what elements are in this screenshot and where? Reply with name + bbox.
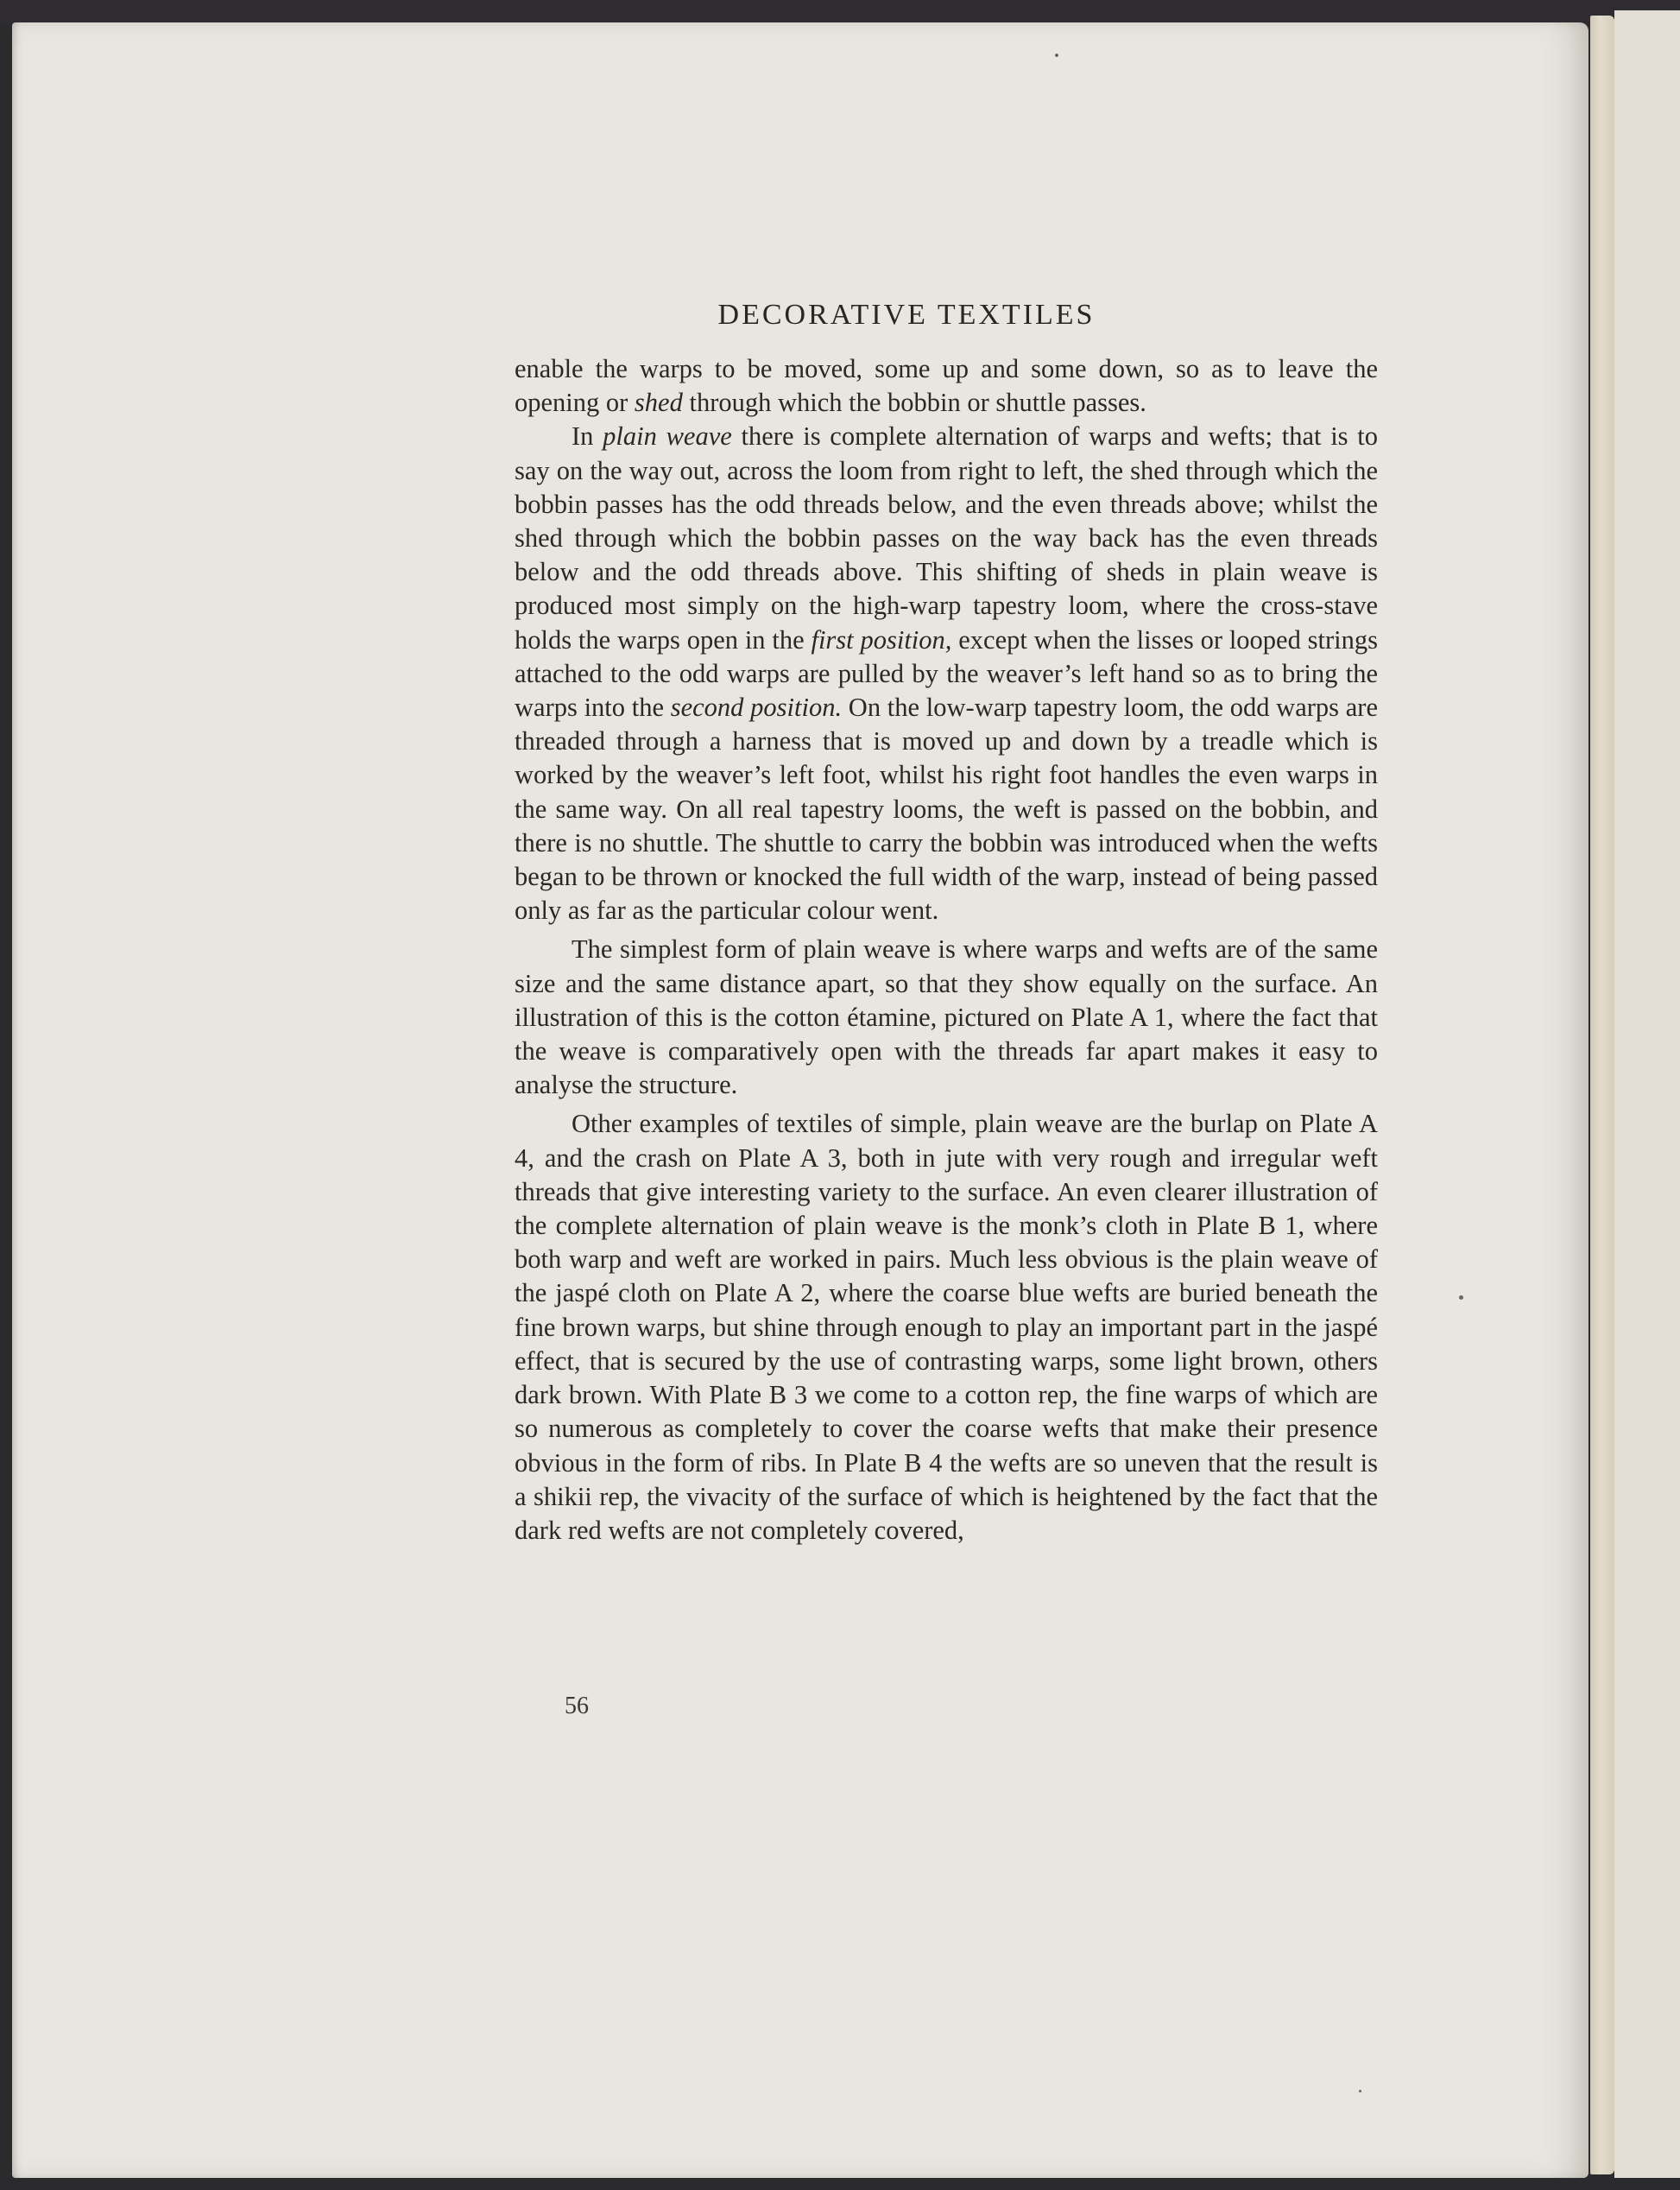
paragraph — [515, 933, 1378, 1102]
paragraph — [515, 1107, 1378, 1548]
text-run: In — [572, 421, 603, 452]
italic-term: second position. — [670, 693, 843, 723]
running-head: DECORATIVE TEXTILES — [717, 299, 1096, 331]
paragraph — [515, 352, 1378, 420]
italic-term: shed — [634, 388, 683, 418]
body-text — [515, 352, 1378, 1548]
page-number: 56 — [565, 1693, 589, 1719]
text-run: enable the warps to be moved, some up and some down, so as to leave the opening or — [515, 354, 1378, 418]
text-run: The simplest form of plain weave is where warps and wefts are of the same size and the same distance apart, so that they show equally on the surface. An illustration of this is the cotton étamine, pictured on Plate A 1, where the fact that the weave is comparatively open with the threads far apart makes it easy to analyse the structure. — [515, 934, 1378, 1100]
adjacent-page-edge — [1614, 10, 1680, 2178]
text-run: through which the bobbin or shuttle passes. — [682, 388, 1146, 418]
scan-background-top — [0, 0, 1680, 22]
italic-term: first position, — [811, 624, 952, 655]
italic-term: plain weave — [603, 421, 732, 452]
paper-speck — [1055, 54, 1058, 57]
paragraph — [515, 420, 1378, 927]
text-run: Other examples of textiles of simple, plain weave are the burlap on Plate A 4, and the crash on Plate A 3, both in jute with very rough and irregular weft threads that give interesting variety to the surface. An even clearer illustration of the complete alternation of plain weave is the monk’s cloth in Plate B 1, where both warp and weft are worked in pairs. Much less obvious is the plain weave of the jaspé cloth on Plate A 2, where the coarse blue wefts are buried beneath the fine brown warps, but shine through enough to play an important part in the jaspé effect, that is secured by the use of contrasting warps, some light brown, others dark brown. With Plate B 3 we come to a cotton rep, the fine warps of which are so numerous as completely to cover the coarse wefts that make their presence obvious in the form of ribs. In Plate B 4 the wefts are so uneven that the result is a shikii rep, the vivacity of the surface of which is heightened by the fact that the dark red wefts are not completely covered, — [515, 1109, 1378, 1545]
text-run: there is complete alternation of warps and wefts; that is to say on the way out, across the loom from right to left, the shed through which the bobbin passes has the odd threads below, and the even threads above; whilst the shed through which the bobbin passes on the way back has the even threads below and the odd threads above. This shifting of sheds in plain weave is produced most simply on the high-warp tapestry loom, where the cross-stave holds the warps open in the — [515, 421, 1378, 655]
text-run: except when the lisses or looped strings attached to the odd warps are pulled by the weaver’s left hand so as to bring the warps into the — [515, 624, 1379, 723]
text-run: On the low-warp tapestry loom, the odd warps are threaded through a harness that is moved up and down by a treadle which is worked by the weaver’s left foot, whilst his right foot handles the even warps in the same way. On all real tapestry looms, the weft is passed on the bobbin, and there is no shuttle. The shuttle to carry the bobbin was introduced when the wefts began to be thrown or knocked the full width of the warp, instead of being passed only as far as the particular colour went. — [515, 693, 1378, 926]
page-fore-edge — [1590, 16, 1614, 2174]
paper-speck — [1459, 1295, 1463, 1300]
paper-speck — [1359, 2090, 1361, 2092]
